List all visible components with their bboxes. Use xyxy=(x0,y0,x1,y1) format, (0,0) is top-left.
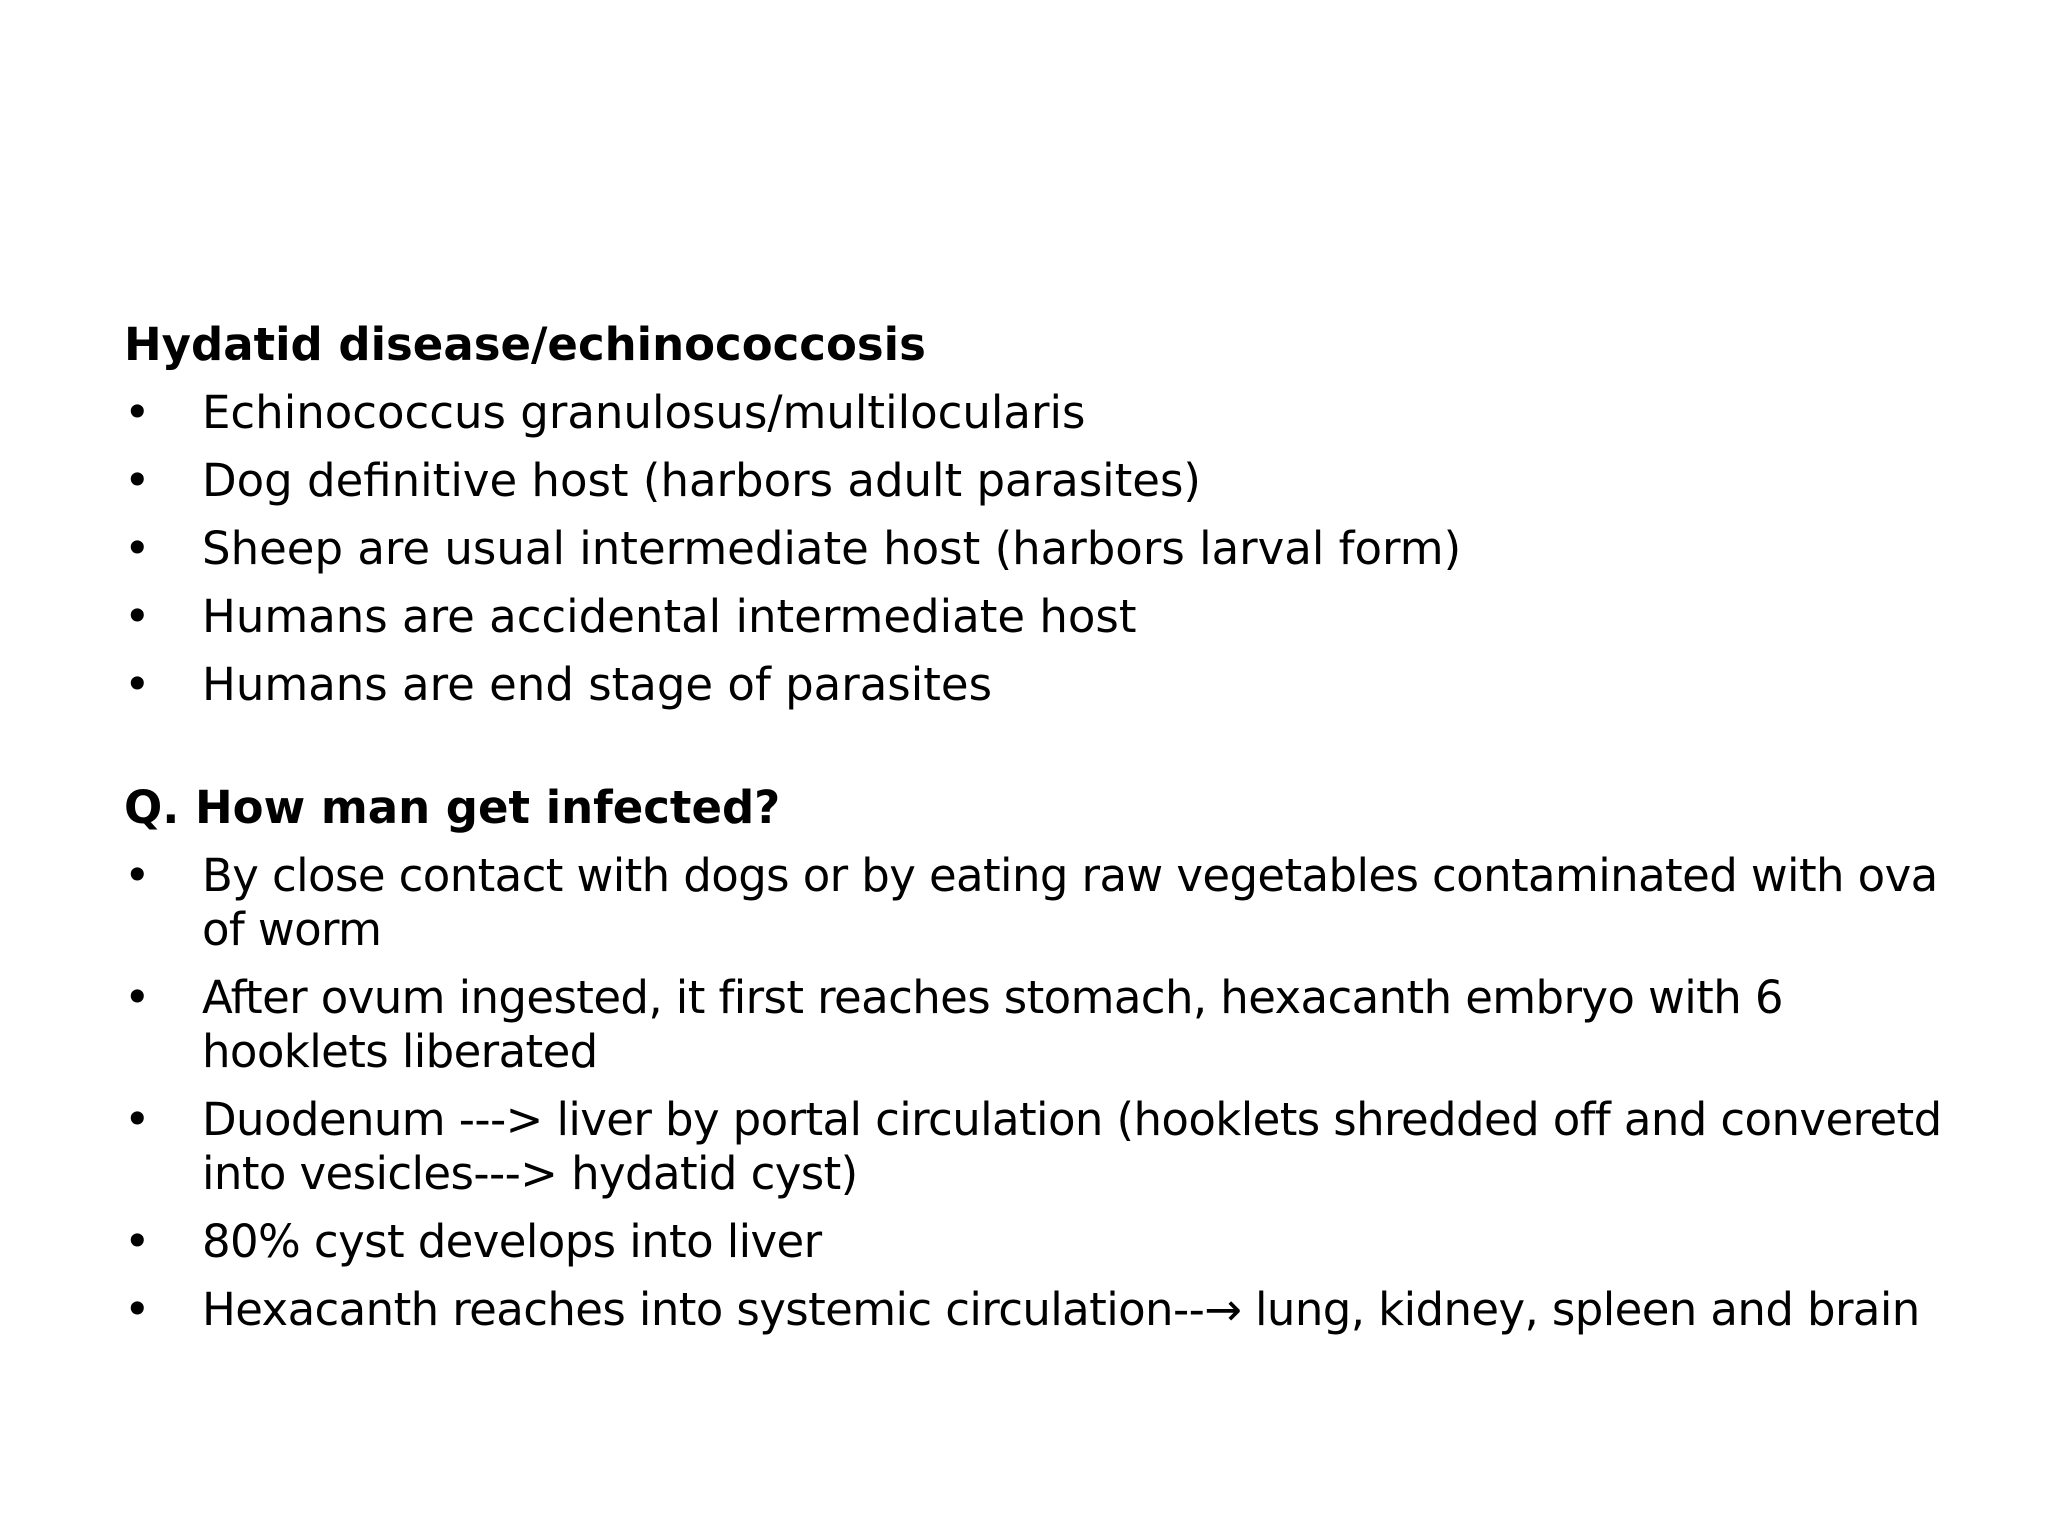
list-item-text: After ovum ingested, it first reaches stomach, hexacanth embryo with 6 hooklets liberated xyxy=(202,971,1783,1078)
list-item-text: 80% cyst develops into liver xyxy=(202,1215,822,1268)
section-heading-hydatid: Hydatid disease/echinococcosis xyxy=(124,318,926,371)
list-item xyxy=(124,1093,1982,1201)
list-item xyxy=(124,971,1982,1079)
list-item xyxy=(124,1283,1982,1337)
list-item-text: Humans are end stage of parasites xyxy=(202,658,993,711)
bullet-icon: • xyxy=(124,849,150,902)
list-item xyxy=(124,590,1982,644)
list-item xyxy=(124,522,1982,576)
list-item-text: By close contact with dogs or by eating raw vegetables contaminated with ova of worm xyxy=(202,849,1938,956)
bullet-icon: • xyxy=(124,522,151,575)
list-item-text: Duodenum ---> liver by portal circulation (hooklets shredded off and converetd into vesicles---> hydatid cyst) xyxy=(202,1093,1942,1200)
bullet-icon: • xyxy=(124,454,151,507)
bullet-icon: • xyxy=(124,590,151,643)
list-item xyxy=(124,658,1982,712)
section-heading-infection: Q. How man get infected? xyxy=(124,781,781,834)
bullet-icon: • xyxy=(124,1283,150,1336)
list-item-text: Humans are accidental intermediate host xyxy=(202,590,1137,643)
list-item xyxy=(124,386,1982,440)
bullet-list-overview xyxy=(124,386,1944,712)
bullet-icon: • xyxy=(124,1093,150,1146)
bullet-icon: • xyxy=(124,1215,150,1268)
list-item xyxy=(124,454,1982,508)
list-item-text: Sheep are usual intermediate host (harbors larval form) xyxy=(202,522,1462,575)
list-item-text: Hexacanth reaches into systemic circulation--→ lung, kidney, spleen and brain xyxy=(202,1283,1920,1336)
list-item-text: Echinococcus granulosus/multilocularis xyxy=(202,386,1086,439)
list-item-text: Dog definitive host (harbors adult parasites) xyxy=(202,454,1201,507)
bullet-icon: • xyxy=(124,386,151,439)
bullet-list-infection xyxy=(124,849,1944,1337)
bullet-icon: • xyxy=(124,658,151,711)
bullet-icon: • xyxy=(124,971,150,1024)
slide-content xyxy=(124,318,1944,1337)
list-item xyxy=(124,1215,1982,1269)
list-item xyxy=(124,849,1982,957)
